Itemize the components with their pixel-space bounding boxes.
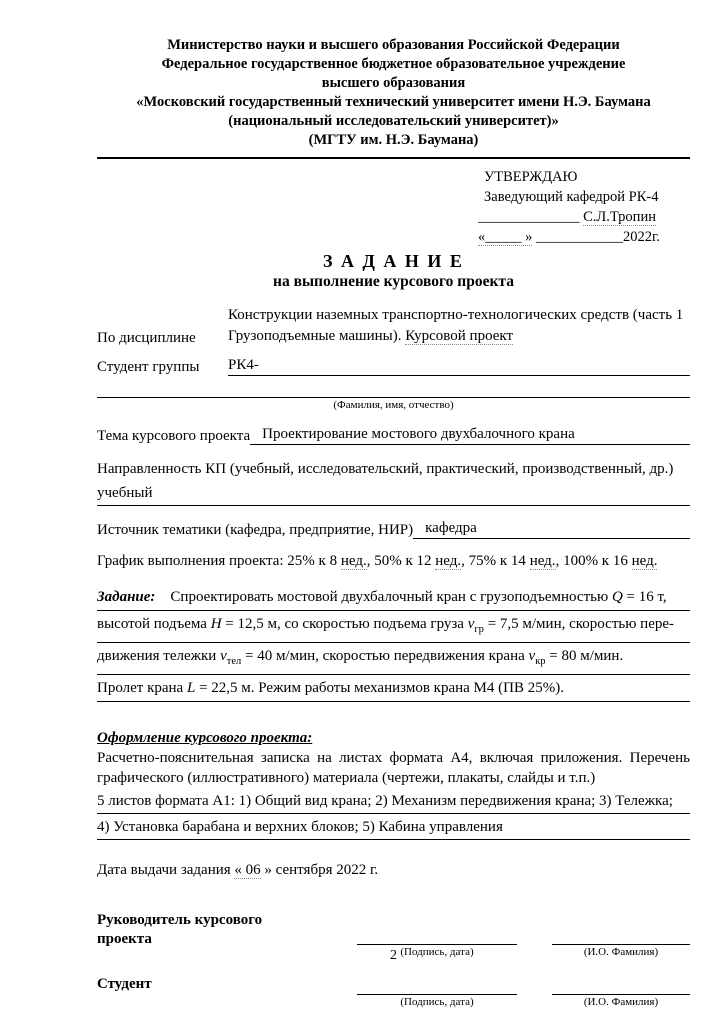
- field-discipline: [97, 305, 690, 347]
- header-line-4: «Московский государственный технический университет имени Н.Э. Баумана: [136, 94, 651, 110]
- text-run: Q: [611, 589, 623, 605]
- student-signature-columns: [357, 975, 690, 1009]
- text-run: гр: [474, 624, 484, 635]
- field-source: [97, 520, 690, 539]
- discipline-value-line-1: Конструкции наземных транспортно-технологических средств (часть 1: [228, 307, 684, 323]
- text-run: = 16 т,: [622, 589, 667, 605]
- document-title: З А Д А Н И Е: [323, 251, 464, 271]
- text-run: Пролет крана: [97, 680, 187, 696]
- text-run: v: [528, 648, 536, 664]
- text-run: v: [220, 648, 227, 664]
- text-run: тел: [226, 656, 242, 667]
- approval-block: [478, 167, 690, 247]
- text-run: Спроектировать мостовой двухбалочный кран с грузоподъемностью: [155, 589, 612, 605]
- student-name-caption: (И.О. Фамилия): [583, 996, 659, 1008]
- format-heading: Оформление курсового проекта:: [97, 730, 313, 746]
- header-line-2: Федеральное государственное бюджетное образовательное учреждение: [161, 56, 626, 72]
- student-sign-caption: (Подпись, дата): [400, 996, 474, 1008]
- source-value: кафедра: [413, 520, 690, 539]
- text-run: нед.: [340, 553, 367, 569]
- approval-subtitle: Заведующий кафедрой РК-4: [484, 189, 659, 205]
- page-number: 2: [390, 948, 397, 963]
- text-run: = 80 м/мин.: [545, 648, 624, 664]
- schedule-row: [97, 551, 690, 572]
- format-sheets-line-2: 4) Установка барабана и верхних блоков; 5) Кабина управления: [97, 814, 690, 840]
- text-run: нед.: [435, 553, 462, 569]
- student-signature-section: [97, 975, 690, 1009]
- text-run: высотой подъема: [97, 616, 211, 632]
- document-subtitle: на выполнение курсового проекта: [273, 273, 514, 290]
- supervisor-name-caption: (И.О. Фамилия): [583, 946, 659, 958]
- signature-blank: ______________: [478, 209, 584, 225]
- field-student-group: [97, 357, 690, 376]
- student-name-line: [552, 979, 690, 995]
- issue-date-row: [97, 860, 690, 881]
- text-run: кр: [535, 656, 546, 667]
- signer-name: С.Л.Тропин: [583, 209, 656, 225]
- text-run: = 40 м/мин, скоростью передвижения крана: [241, 648, 529, 664]
- supervisor-name-line: [552, 929, 690, 945]
- task-line-1: [97, 584, 690, 611]
- student-group-label: Студент группы: [97, 359, 200, 375]
- student-sign-column: [357, 979, 517, 1009]
- task-line-4: [97, 675, 690, 702]
- format-sheets-line-1: 5 листов формата А1: 1) Общий вид крана; 2) Механизм передвижения крана; 3) Тележка;: [97, 788, 690, 814]
- direction-label: Направленность КП (учебный, исследовательский, практический, производственный, др.): [97, 461, 674, 477]
- student-name-column: [552, 979, 690, 1009]
- discipline-value: [228, 305, 690, 347]
- header-line-5: (национальный исследовательский университет)»: [228, 113, 559, 129]
- text-run: v: [467, 616, 475, 632]
- approval-title: УТВЕРЖДАЮ: [484, 169, 578, 185]
- full-name-blank-line: [97, 376, 690, 398]
- ministry-header: [97, 36, 690, 150]
- text-run: нед.: [529, 553, 556, 569]
- text-run: , 50% к 12: [366, 553, 436, 569]
- task-block: [97, 584, 690, 702]
- approval-signature-row: [478, 207, 690, 227]
- field-topic: [97, 426, 690, 445]
- header-line-3: высшего образования: [321, 75, 466, 91]
- header-divider: [97, 157, 690, 159]
- supervisor-label-text: Руководитель курсового проекта: [97, 912, 263, 947]
- text-run: « 06: [234, 862, 261, 878]
- student-label: Студент: [97, 976, 152, 992]
- full-name-caption: (Фамилия, имя, отчество): [333, 399, 454, 411]
- task-line-2: [97, 611, 690, 643]
- discipline-value-line-2: [228, 326, 690, 347]
- discipline-label: По дисциплине: [97, 330, 196, 346]
- text-run: «_____ »: [478, 229, 533, 245]
- text-run: Грузоподъемные машины).: [228, 328, 406, 344]
- source-label: Источник тематики (кафедра, предприятие, НИР): [97, 522, 414, 538]
- approval-date-row: [478, 227, 690, 247]
- text-run: , 100% к 16: [555, 553, 632, 569]
- text-run: » сентября 2022 г.: [260, 862, 379, 878]
- text-run: нед.: [631, 553, 658, 569]
- text-run: Курсовой проект: [405, 328, 514, 344]
- format-paragraph: Расчетно-пояснительная записка на листах формата А4, включая приложения. Перечень графического (иллюстративного) материала (чертежи, плакаты, слайды и т.п.): [97, 750, 690, 786]
- text-run: Н: [210, 616, 222, 632]
- text-run: Дата выдачи задания: [97, 862, 235, 878]
- header-line-6: (МГТУ им. Н.Э. Баумана): [308, 132, 479, 148]
- text-run: График выполнения проекта: 25% к 8: [97, 553, 341, 569]
- supervisor-signature-line: [357, 929, 517, 945]
- text-run: = 7,5 м/мин, скоростью пере-: [483, 616, 675, 632]
- student-group-value: РК4-: [228, 357, 690, 376]
- direction-value: учебный: [97, 480, 690, 506]
- supervisor-sign-caption: (Подпись, дата): [400, 946, 474, 958]
- text-run: Задание:: [97, 589, 156, 605]
- text-run: ____________2022г.: [532, 229, 660, 245]
- text-run: движения тележки: [97, 648, 221, 664]
- task-line-3: [97, 643, 690, 675]
- text-run: L: [186, 680, 196, 696]
- text-run: , 75% к 14: [461, 553, 530, 569]
- text-run: = 12,5 м, со скоростью подъема груза: [221, 616, 468, 632]
- student-signature-line: [357, 979, 517, 995]
- topic-value: Проектирование мостового двухбалочного крана: [250, 426, 690, 445]
- text-run: = 22,5 м. Режим работы механизмов крана М4 (ПВ 25%).: [195, 680, 564, 696]
- header-line-1: Министерство науки и высшего образования Российской Федерации: [167, 37, 620, 53]
- topic-label: Тема курсового проекта: [97, 428, 251, 444]
